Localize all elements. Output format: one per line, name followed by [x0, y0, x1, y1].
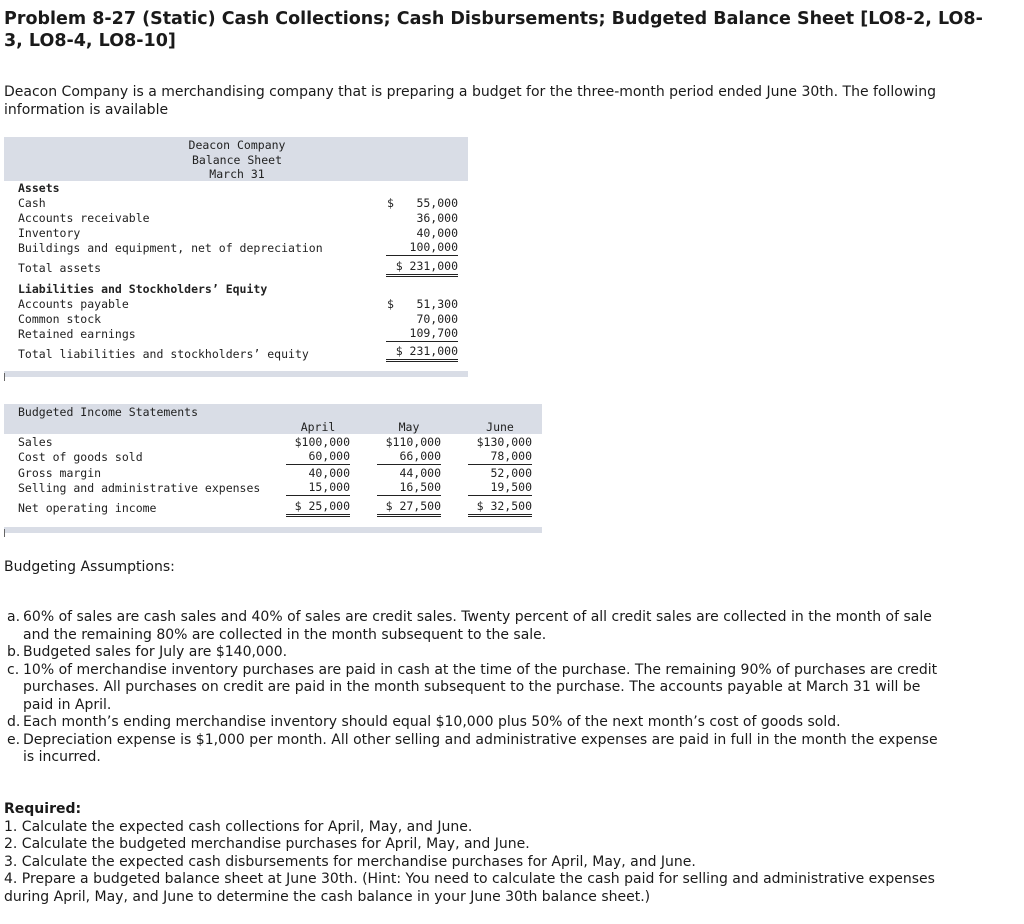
asset-amount: 36,000: [416, 211, 458, 225]
cell-value: $ 32,500: [468, 499, 532, 517]
row-label: Sales: [18, 435, 53, 449]
liability-amount: 70,000: [416, 312, 458, 326]
dollar-sign: $: [387, 196, 394, 210]
row-label: Selling and administrative expenses: [18, 481, 261, 495]
asset-label: Buildings and equipment, net of depreciation: [18, 241, 323, 255]
list-item: [4, 662, 944, 715]
liability-label: Common stock: [18, 312, 102, 326]
cell-value: 78,000: [468, 449, 532, 465]
item-text: 60% of sales are cash sales and 40% of sales are credit sales. Twenty percent of all credit sales are collected in the month of sale and the remaining 80% are collected in the month subsequent to the sale.: [23, 609, 932, 643]
month-header: April: [300, 420, 336, 434]
page-title: Problem 8-27 (Static) Cash Collections; Cash Disbursements; Budgeted Balance Sheet [LO8-2, LO8-3, LO8-4, LO8-10]: [4, 9, 983, 51]
cell-value: $130,000: [476, 435, 532, 449]
balance-sheet-table: [4, 137, 468, 381]
total-liabilities-label: Total liabilities and stockholders’ equity: [18, 347, 309, 361]
required-item: 1. Calculate the expected cash collections for April, May, and June.: [4, 818, 473, 835]
cell-value: 66,000: [377, 449, 441, 465]
total-assets-label: Total assets: [18, 261, 102, 275]
list-item: [4, 644, 944, 662]
asset-label: Accounts receivable: [18, 211, 150, 225]
statement-name: Balance Sheet: [191, 152, 282, 167]
month-header: June: [486, 420, 514, 434]
cell-value: 15,000: [286, 480, 350, 496]
asset-amount: 40,000: [416, 226, 458, 240]
liability-amount: 109,700: [386, 326, 458, 342]
statement-date: March 31: [209, 167, 265, 181]
asset-amount: 55,000: [416, 196, 458, 210]
item-letter: a.: [7, 609, 21, 625]
liability-label: Retained earnings: [18, 327, 136, 341]
income-statements-footer: [4, 527, 542, 533]
row-label: Net operating income: [18, 501, 157, 515]
assets-heading: Assets: [18, 181, 60, 195]
item-letter: d.: [7, 714, 21, 730]
assumptions-heading: Budgeting Assumptions:: [4, 559, 175, 575]
item-letter: e.: [7, 731, 21, 748]
cell-value: $100,000: [294, 435, 350, 449]
list-item: [4, 714, 944, 732]
income-statements-table: [4, 404, 542, 534]
total-assets-amount: $ 231,000: [386, 259, 458, 277]
asset-label: Inventory: [18, 226, 81, 240]
required-item: 3. Calculate the expected cash disbursements for merchandise purchases for April, May, and June.: [4, 853, 696, 870]
table-edge: [4, 373, 5, 381]
cell-value: $ 27,500: [377, 499, 441, 517]
cell-value: $110,000: [385, 435, 441, 449]
liabilities-heading: Liabilities and Stockholders’ Equity: [18, 282, 268, 296]
cell-value: 60,000: [286, 449, 350, 465]
required-heading: Required:: [4, 801, 82, 817]
item-text: Each month’s ending merchandise inventory should equal $10,000 plus 50% of the next month’s cost of goods sold.: [23, 714, 841, 730]
cell-value: 44,000: [399, 466, 441, 480]
total-liabilities-amount: $ 231,000: [386, 344, 458, 362]
item-text: Depreciation expense is $1,000 per month. All other selling and administrative expenses are paid in full in the month the expense is incurred.: [23, 731, 938, 765]
row-label: Cost of goods sold: [18, 450, 143, 464]
asset-label: Cash: [18, 196, 46, 210]
cell-value: 16,500: [377, 480, 441, 496]
required-section: [4, 801, 964, 906]
cell-value: 40,000: [308, 466, 350, 480]
income-statements-heading: Budgeted Income Statements: [18, 405, 199, 419]
item-letter: b.: [7, 644, 21, 660]
item-text: Budgeted sales for July are $140,000.: [23, 644, 288, 660]
cell-value: 19,500: [468, 480, 532, 496]
asset-amount: 100,000: [386, 240, 458, 256]
assumptions-list: [4, 609, 944, 767]
intro-paragraph: Deacon Company is a merchandising company that is preparing a budget for the three-month period ended June 30th. The following information is available: [4, 84, 936, 118]
liability-label: Accounts payable: [18, 297, 129, 311]
balance-sheet-footer: [4, 371, 468, 377]
list-item: [4, 732, 944, 767]
company-name: Deacon Company: [188, 138, 286, 152]
required-item: 2. Calculate the budgeted merchandise purchases for April, May, and June.: [4, 836, 530, 852]
required-item: 4. Prepare a budgeted balance sheet at June 30th. (Hint: You need to calculate the cash paid for selling and administrative expenses during April, May, and June to determine the cash balance in your June 30th balance sheet.): [4, 871, 935, 905]
table-edge: [4, 529, 5, 537]
dollar-sign: $: [387, 297, 394, 311]
list-item: [4, 609, 944, 644]
item-letter: c.: [7, 661, 20, 678]
item-text: 10% of merchandise inventory purchases are paid in cash at the time of the purchase. The remaining 90% of purchases are credit purchases. All purchases on credit are paid in the month subsequent to the purchase. The accounts payable at March 31 will be paid in April.: [23, 661, 938, 713]
month-header: May: [398, 420, 420, 434]
cell-value: 52,000: [490, 466, 532, 480]
balance-sheet-title: [182, 138, 292, 182]
row-label: Gross margin: [18, 466, 102, 480]
liability-amount: 51,300: [416, 297, 458, 311]
cell-value: $ 25,000: [286, 499, 350, 517]
